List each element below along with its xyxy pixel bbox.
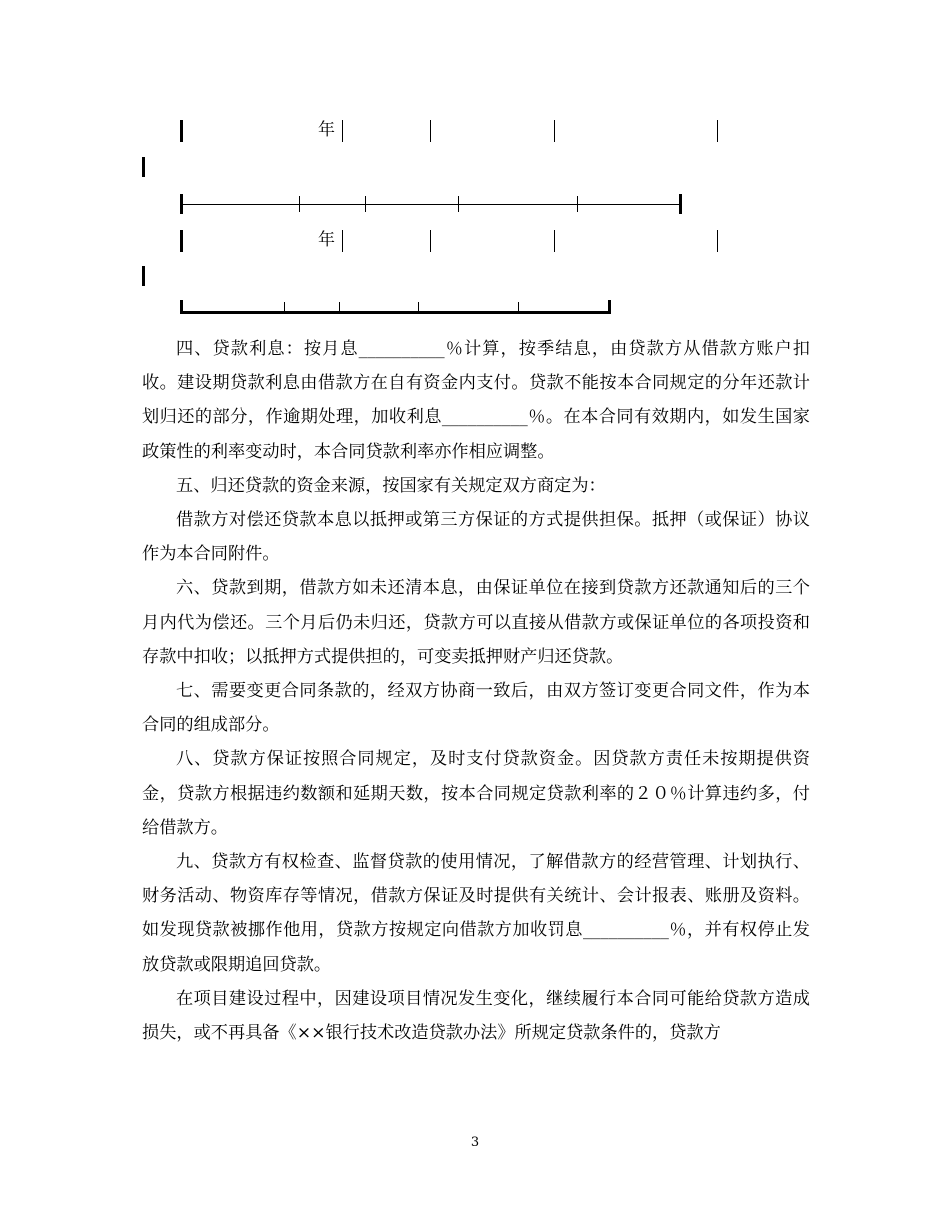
table-border <box>554 120 555 142</box>
table-border <box>430 120 431 142</box>
table-cell-year: 年 <box>318 230 335 250</box>
table-tick <box>299 196 300 212</box>
table-border <box>142 266 145 286</box>
table-border <box>717 120 718 142</box>
paragraph-interest: 四、贷款利息：按月息__________％计算，按季结息，由贷款方从借款方账户扣收。建设期贷款利息由借款方在自有资金内支付。贷款不能按本合同规定的分年还款计划归还的部分，作逾期处理，加收利息__________％。在本合同有效期内，如发生国家政策性的利率变动时，本合同贷款利率亦作相应调整。 <box>142 339 810 462</box>
paragraph-supervision: 九、贷款方有权检查、监督贷款的使用情况，了解借款方的经营管理、计划执行、财务活动、物资库存等情况，借款方保证及时提供有关统计、会计报表、账册及资料。如发现贷款被挪作他用，贷款方按规定向借款方加收罚息__________％，并有权停止发放贷款或限期追回贷款。 <box>142 852 810 975</box>
table-tick <box>339 302 340 312</box>
contract-body <box>142 332 810 1050</box>
table-border <box>717 230 718 252</box>
table-border <box>679 194 682 214</box>
page-number: 3 <box>470 1135 480 1150</box>
table-border <box>180 230 183 252</box>
table-border <box>608 300 611 314</box>
table-border <box>430 230 431 252</box>
paragraph-lender-obligation: 八、贷款方保证按照合同规定，及时支付贷款资金。因贷款方责任未按期提供资金，贷款方根据违约数额和延期天数，按本合同规定贷款利率的２０％计算违约多，付给借款方。 <box>142 749 810 838</box>
table-rule <box>180 311 611 314</box>
paragraph-project-change: 在项目建设过程中，因建设项目情况发生变化，继续履行本合同可能给贷款方造成损失，或不再具备《××银行技术改造贷款办法》所规定贷款条件的，贷款方 <box>142 988 810 1044</box>
table-tick <box>365 196 366 212</box>
paragraph-guarantee: 借款方对偿还贷款本息以抵押或第三方保证的方式提供担保。抵押（或保证）协议作为本合同附件。 <box>142 510 810 565</box>
table-border <box>342 120 343 142</box>
table-rule <box>180 204 682 205</box>
table-tick <box>518 302 519 312</box>
table-tick <box>284 302 285 312</box>
paragraph-repayment-source: 五、归还贷款的资金来源，按国家有关规定双方商定为： <box>176 475 606 496</box>
table-border <box>142 157 145 177</box>
table-tick <box>418 302 419 312</box>
paragraph-maturity: 六、贷款到期，借款方如未还清本息，由保证单位在接到贷款方还款通知后的三个月内代为偿还。三个月后仍未归还，贷款方可以直接从借款方或保证单位的各项投资和存款中扣收；以抵押方式提供担的，可变卖抵押财产归还贷款。 <box>142 578 810 667</box>
table-border <box>554 230 555 252</box>
table-border <box>180 120 183 142</box>
paragraph-amendment: 七、需要变更合同条款的，经双方协商一致后，由双方签订变更合同文件，作为本合同的组成部分。 <box>142 681 810 736</box>
table-border <box>342 230 343 252</box>
table-tick <box>577 196 578 212</box>
table-tick <box>458 196 459 212</box>
table-cell-year: 年 <box>318 120 335 140</box>
